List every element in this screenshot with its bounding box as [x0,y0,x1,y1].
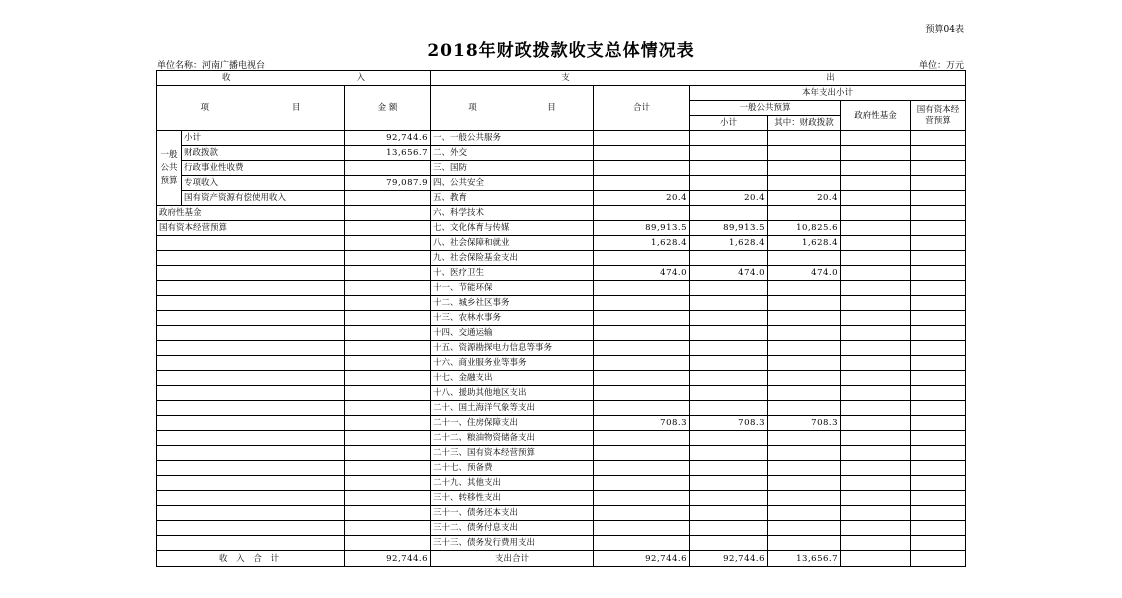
income-item-empty [157,416,345,431]
expense-total: 20.4 [594,191,690,206]
state-capital-cell [911,296,966,311]
expense-item: 七、文化体育与传媒 [431,221,594,236]
expense-header: 支 出 [431,71,966,86]
expense-total [594,386,690,401]
expense-total [594,461,690,476]
income-amount: 13,656.7 [345,146,431,161]
income-item-empty [157,281,345,296]
income-amount: 92,744.6 [345,131,431,146]
current-year-header: 本年支出小计 [690,86,966,101]
income-item: 小计 [182,131,345,146]
expense-item: 二十三、国有资本经营预算 [431,446,594,461]
state-capital-cell [911,386,966,401]
subtotal-header: 小计 [690,116,768,131]
expense-fiscal [768,326,841,341]
state-capital-cell [911,491,966,506]
expense-total: 708.3 [594,416,690,431]
income-amount [345,191,431,206]
income-amount-empty [345,251,431,266]
income-amount-empty [345,476,431,491]
expense-item: 十、医疗卫生 [431,266,594,281]
fiscal-allocation-header: 其中：财政拨款 [768,116,841,131]
state-capital-cell [911,266,966,281]
gov-fund-cell [841,536,911,551]
gov-fund-cell [841,311,911,326]
expense-total [594,176,690,191]
expense-total [594,446,690,461]
expense-subtotal [690,161,768,176]
table-row [157,191,966,206]
state-capital-cell [911,341,966,356]
state-capital-cell [911,161,966,176]
income-item-empty [157,476,345,491]
expense-item: 二十七、预备费 [431,461,594,476]
state-capital-cell [911,311,966,326]
gov-fund-cell [841,236,911,251]
expense-fiscal [768,386,841,401]
page-title: 2018年财政拨款收支总体情况表 [427,41,695,61]
expense-fiscal [768,131,841,146]
expense-subtotal [690,281,768,296]
expense-total [594,131,690,146]
table-row [157,311,966,326]
expense-total [594,356,690,371]
gov-fund-cell [841,191,911,206]
expense-fiscal [768,251,841,266]
state-capital-cell [911,251,966,266]
table-row [157,176,966,191]
expense-subtotal [690,356,768,371]
expense-item: 二、外交 [431,146,594,161]
table-row [157,401,966,416]
expense-item: 十三、农林水事务 [431,311,594,326]
expense-item: 四、公共安全 [431,176,594,191]
expense-subtotal [690,371,768,386]
table-row [157,536,966,551]
income-item-empty [157,431,345,446]
table-row [157,506,966,521]
gov-fund-total [841,551,911,567]
income-amount-empty [345,236,431,251]
income-item-empty [157,356,345,371]
total-row [157,551,966,567]
income-amount-empty [345,401,431,416]
gov-fund-cell [841,371,911,386]
income-header: 收 入 [157,71,431,86]
gov-fund-cell [841,206,911,221]
expense-fiscal [768,491,841,506]
expense-subtotal [690,146,768,161]
income-item: 行政事业性收费 [182,161,345,176]
expense-fiscal: 1,628.4 [768,236,841,251]
state-capital-cell [911,446,966,461]
expense-total: 1,628.4 [594,236,690,251]
table-row [157,521,966,536]
expense-subtotal: 474.0 [690,266,768,281]
table-row [157,236,966,251]
form-number: 预算04表 [925,25,964,35]
expense-total [594,326,690,341]
state-capital-cell [911,236,966,251]
state-capital-cell [911,401,966,416]
state-capital-cell [911,371,966,386]
table-row [157,131,966,146]
expense-fiscal [768,476,841,491]
expense-grand-subtotal: 92,744.6 [690,551,768,567]
expense-subtotal: 708.3 [690,416,768,431]
expense-total [594,146,690,161]
income-amount-empty [345,356,431,371]
table-row [157,386,966,401]
expense-subtotal [690,296,768,311]
expense-total [594,371,690,386]
expense-subtotal: 20.4 [690,191,768,206]
income-amount-empty [345,281,431,296]
table-row [157,296,966,311]
income-item-empty [157,521,345,536]
gov-fund-cell [841,131,911,146]
expense-subtotal [690,461,768,476]
expense-item: 一、一般公共服务 [431,131,594,146]
table-row [157,491,966,506]
table-row [157,341,966,356]
state-capital-cell [911,416,966,431]
expense-subtotal [690,176,768,191]
state-capital-cell [911,221,966,236]
expense-fiscal [768,356,841,371]
expense-item: 十八、援助其他地区支出 [431,386,594,401]
expense-item: 十四、交通运输 [431,326,594,341]
expense-subtotal [690,506,768,521]
income-item-empty [157,296,345,311]
expense-fiscal: 10,825.6 [768,221,841,236]
income-amount-empty [345,386,431,401]
table-row [157,476,966,491]
expense-subtotal [690,206,768,221]
income-item-empty [157,326,345,341]
state-capital-cell [911,191,966,206]
expense-fiscal: 474.0 [768,266,841,281]
income-total: 92,744.6 [345,551,431,567]
expense-grand-total: 92,744.6 [594,551,690,567]
expense-total [594,491,690,506]
expense-subtotal [690,251,768,266]
gov-fund-cell [841,281,911,296]
gov-fund-cell [841,176,911,191]
table-row [157,281,966,296]
gov-fund-cell [841,296,911,311]
state-capital-cell [911,536,966,551]
state-capital-cell [911,281,966,296]
expense-fiscal [768,161,841,176]
expense-fiscal [768,431,841,446]
expense-fiscal [768,341,841,356]
income-amount-empty [345,491,431,506]
expense-fiscal [768,521,841,536]
state-capital-cell [911,146,966,161]
state-capital-cell [911,176,966,191]
income-amount [345,206,431,221]
expense-item: 十七、金融支出 [431,371,594,386]
expense-total-header: 合计 [594,86,690,131]
expense-total [594,506,690,521]
table-row [157,266,966,281]
table-row [157,446,966,461]
state-capital-cell [911,206,966,221]
gov-fund-cell [841,506,911,521]
expense-subtotal [690,476,768,491]
state-capital-cell [911,131,966,146]
income-item: 政府性基金 [157,206,345,221]
income-item-empty [157,491,345,506]
unit-name: 单位名称：河南广播电视台 [157,61,266,71]
gov-fund-cell [841,491,911,506]
expense-subtotal [690,521,768,536]
expense-fiscal [768,461,841,476]
expense-item: 十六、商业服务业等事务 [431,356,594,371]
table-row [157,356,966,371]
gov-fund-cell [841,356,911,371]
income-item: 财政拨款 [182,146,345,161]
expense-total [594,206,690,221]
expense-fiscal [768,206,841,221]
expense-item: 二十、国土海洋气象等支出 [431,401,594,416]
expense-fiscal [768,296,841,311]
expense-item: 三十、转移性支出 [431,491,594,506]
income-amount-empty [345,416,431,431]
state-capital-cell [911,461,966,476]
table-row [157,206,966,221]
table-row [157,221,966,236]
expense-subtotal [690,386,768,401]
expense-subtotal [690,536,768,551]
gov-fund-header: 政府性基金 [841,101,911,131]
gov-fund-cell [841,341,911,356]
state-capital-total [911,551,966,567]
gov-fund-cell [841,251,911,266]
general-budget-category: 一般公共预算 [157,131,182,206]
expense-item: 二十二、粮油物资储备支出 [431,431,594,446]
income-item-empty [157,371,345,386]
expense-subtotal [690,311,768,326]
expense-subtotal [690,326,768,341]
expense-subtotal [690,431,768,446]
table-row [157,161,966,176]
income-amount-empty [345,446,431,461]
state-capital-header: 国有资本经营预算 [911,101,966,131]
income-item-empty [157,536,345,551]
income-item-header: 项 目 [157,86,345,131]
income-amount-empty [345,431,431,446]
income-item: 国有资产资源有偿使用收入 [182,191,345,206]
income-amount-empty [345,326,431,341]
unit-measure: 单位：万元 [918,61,964,71]
expense-total: 474.0 [594,266,690,281]
income-total-label: 收 入 合 计 [157,551,345,567]
gov-fund-cell [841,461,911,476]
expense-total [594,341,690,356]
income-item-empty [157,236,345,251]
state-capital-cell [911,356,966,371]
income-item-empty [157,401,345,416]
gov-fund-cell [841,431,911,446]
state-capital-cell [911,326,966,341]
expense-total [594,311,690,326]
income-amount-empty [345,536,431,551]
income-amount-empty [345,296,431,311]
gov-fund-cell [841,146,911,161]
expense-item: 三十二、债务付息支出 [431,521,594,536]
expense-item: 二十一、住房保障支出 [431,416,594,431]
expense-total-label: 支出合计 [431,551,594,567]
expense-total: 89,913.5 [594,221,690,236]
expense-total [594,401,690,416]
income-amount-empty [345,371,431,386]
income-item-empty [157,266,345,281]
income-item-empty [157,341,345,356]
budget-table [156,70,966,567]
expense-fiscal [768,401,841,416]
gov-fund-cell [841,326,911,341]
expense-item: 三十三、债务发行费用支出 [431,536,594,551]
expense-subtotal [690,446,768,461]
income-amount-empty [345,341,431,356]
expense-fiscal [768,281,841,296]
expense-fiscal [768,446,841,461]
expense-item: 二十九、其他支出 [431,476,594,491]
income-amount-header: 金 额 [345,86,431,131]
expense-item: 八、社会保障和就业 [431,236,594,251]
income-item-empty [157,506,345,521]
expense-total [594,161,690,176]
income-item-empty [157,251,345,266]
table-row [157,371,966,386]
gov-fund-cell [841,521,911,536]
table-row [157,431,966,446]
expense-item: 三十一、债务还本支出 [431,506,594,521]
expense-item: 五、教育 [431,191,594,206]
income-amount-empty [345,506,431,521]
state-capital-cell [911,521,966,536]
income-amount-empty [345,521,431,536]
expense-subtotal [690,131,768,146]
expense-total [594,521,690,536]
expense-total [594,476,690,491]
expense-fiscal [768,146,841,161]
table-row [157,146,966,161]
gov-fund-cell [841,476,911,491]
gov-fund-cell [841,386,911,401]
expense-fiscal [768,371,841,386]
gov-fund-cell [841,446,911,461]
expense-item: 十五、资源勘探电力信息等事务 [431,341,594,356]
expense-item: 三、国防 [431,161,594,176]
expense-subtotal: 1,628.4 [690,236,768,251]
income-item-empty [157,446,345,461]
gov-fund-cell [841,266,911,281]
expense-item: 十一、节能环保 [431,281,594,296]
expense-total [594,251,690,266]
expense-fiscal: 708.3 [768,416,841,431]
expense-fiscal [768,536,841,551]
expense-subtotal: 89,913.5 [690,221,768,236]
income-item-empty [157,386,345,401]
expense-grand-fiscal: 13,656.7 [768,551,841,567]
expense-subtotal [690,401,768,416]
income-amount-empty [345,311,431,326]
expense-total [594,431,690,446]
expense-total [594,281,690,296]
table-row [157,416,966,431]
table-row [157,251,966,266]
table-row [157,461,966,476]
income-item-empty [157,311,345,326]
expense-subtotal [690,491,768,506]
gov-fund-cell [841,161,911,176]
expense-subtotal [690,341,768,356]
income-item: 专项收入 [182,176,345,191]
gov-fund-cell [841,401,911,416]
income-amount: 79,087.9 [345,176,431,191]
expense-total [594,536,690,551]
gov-fund-cell [841,221,911,236]
expense-fiscal [768,311,841,326]
income-item-empty [157,461,345,476]
expense-item: 九、社会保险基金支出 [431,251,594,266]
general-budget-header: 一般公共预算 [690,101,841,116]
expense-item: 十二、城乡社区事务 [431,296,594,311]
income-item: 国有资本经营预算 [157,221,345,236]
income-amount-empty [345,461,431,476]
expense-item-header: 项 目 [431,86,594,131]
gov-fund-cell [841,416,911,431]
expense-item: 六、科学技术 [431,206,594,221]
income-amount [345,161,431,176]
expense-total [594,296,690,311]
income-amount [345,221,431,236]
state-capital-cell [911,476,966,491]
table-row [157,326,966,341]
state-capital-cell [911,506,966,521]
income-amount-empty [345,266,431,281]
expense-fiscal [768,176,841,191]
expense-fiscal: 20.4 [768,191,841,206]
state-capital-cell [911,431,966,446]
expense-fiscal [768,506,841,521]
